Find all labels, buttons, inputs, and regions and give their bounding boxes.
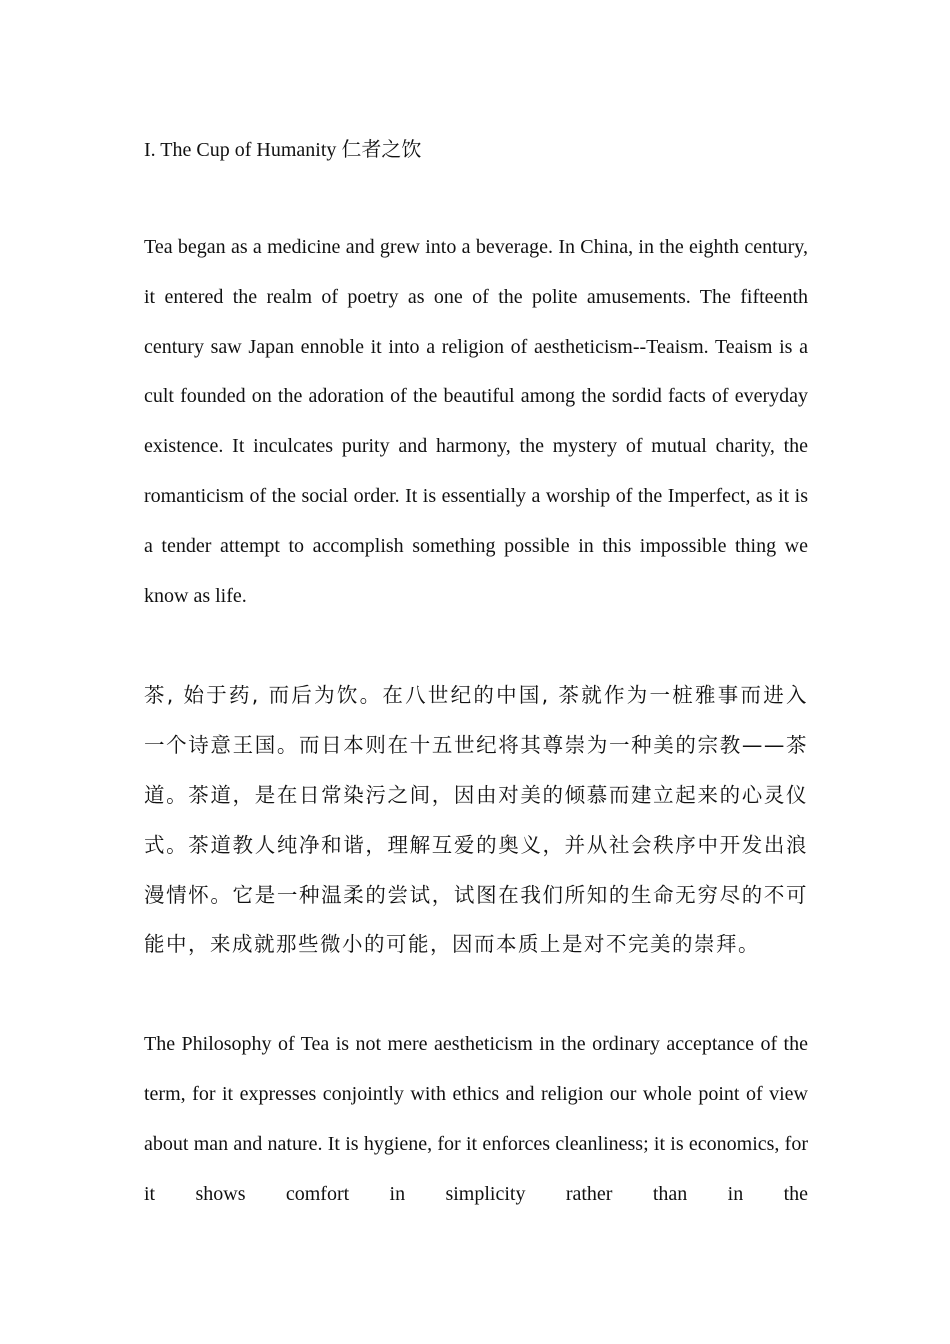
paragraph-english-philosophy: The Philosophy of Tea is not mere aestheticism in the ordinary acceptance of the term, for it expresses conjointly with ethics and religion our whole point of view about man and nature. It is hygiene, for it enforces cleanliness; it is economics, for it shows comfort in simplicity rather than in the (144, 1033, 808, 1205)
paragraph-english-intro: Tea began as a medicine and grew into a beverage. In China, in the eighth century, it entered the realm of poetry as one of the polite amusements. The fifteenth century saw Japan ennoble it into a religion of aestheticism--Teaism. Teaism is a cult founded on the adoration of the beautiful among the sordid facts of everyday existence. It inculcates purity and harmony, the mystery of mutual charity, the romanticism of the social order. It is essentially a worship of the Imperfect, as it is a tender attempt to accomplish something possible in this impossible thing we know as life. (144, 236, 808, 607)
document-body (144, 125, 808, 1269)
paragraph-chinese-translation: 茶, 始于药, 而后为饮。在八世纪的中国, 茶就作为一桩雅事而进入一个诗意王国。而日本则在十五世纪将其尊崇为一种美的宗教——茶道。茶道，是在日常染污之间，因由对美的倾慕而建立起来的心灵仪式。茶道教人纯净和谐，理解互爱的奥义，并从社会秩序中开发出浪漫情怀。它是一种温柔的尝试，试图在我们所知的生命无穷尽的不可能中，来成就那些微小的可能，因而本质上是对不完美的崇拜。 (144, 683, 808, 957)
chapter-title: I. The Cup of Humanity 仁者之饮 (144, 139, 422, 161)
